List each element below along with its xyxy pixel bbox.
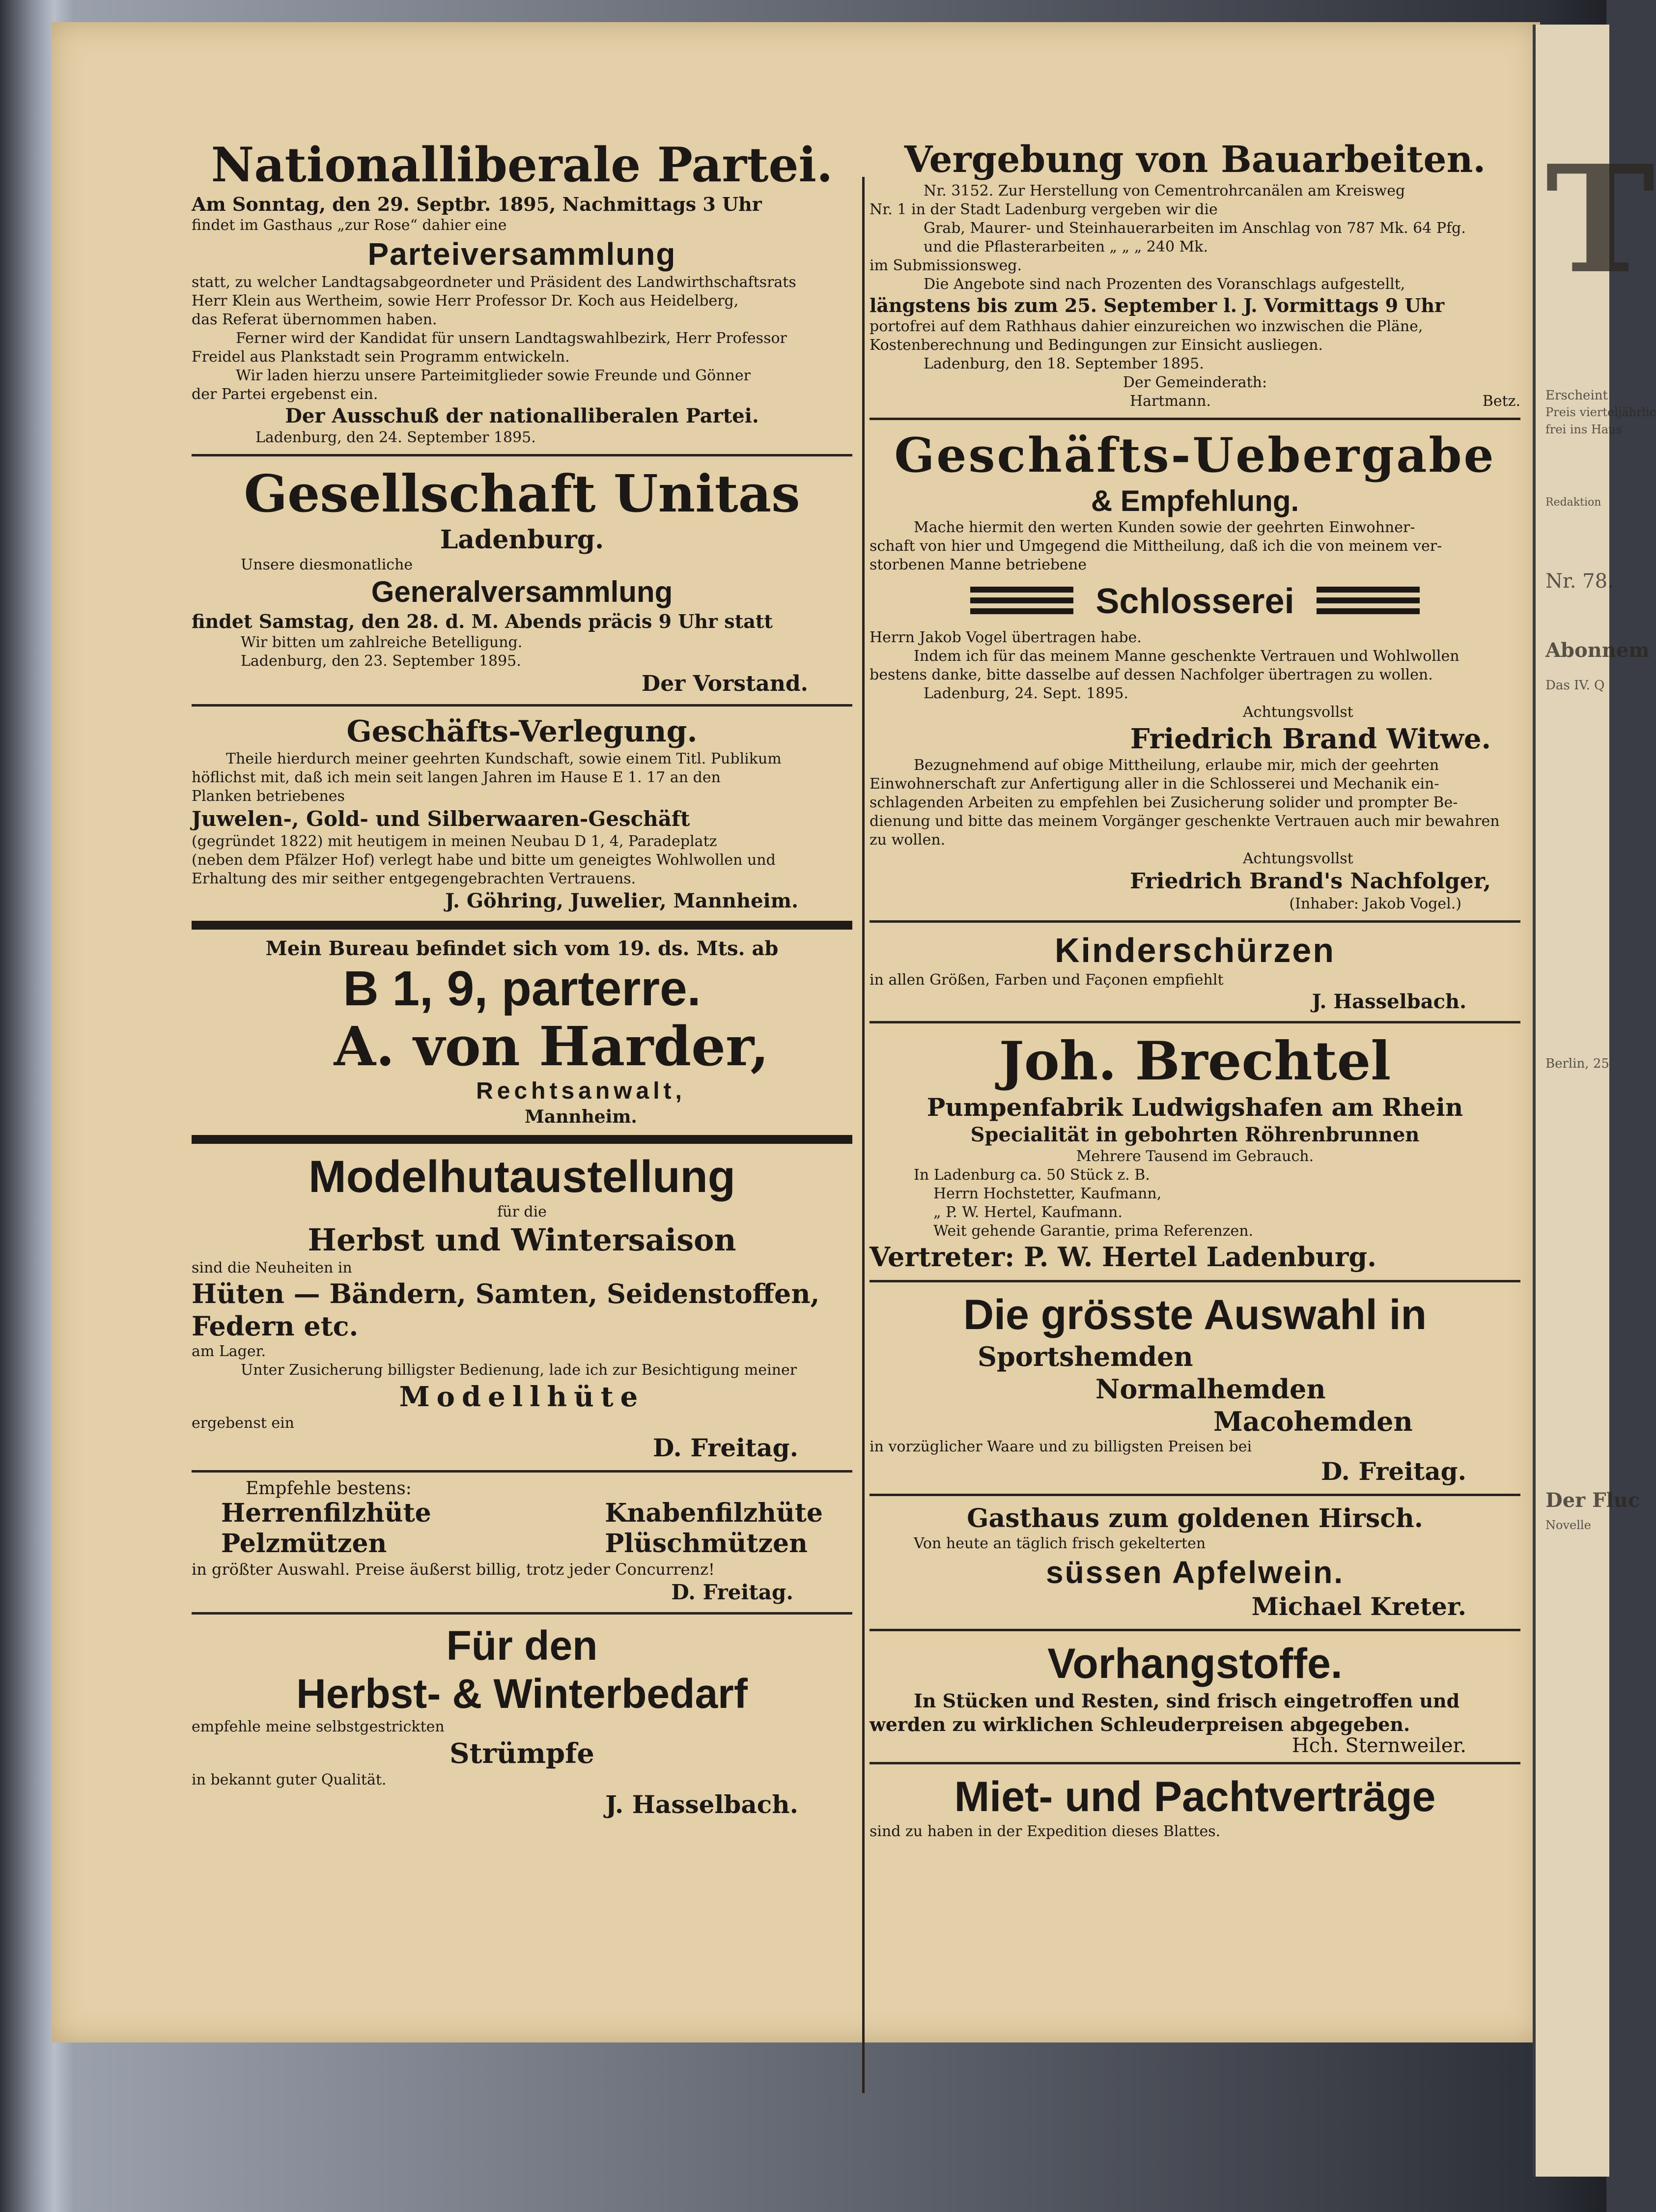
ad-body: storbenen Manne betriebene bbox=[870, 556, 1087, 573]
ad-signature: D. Freitag. bbox=[652, 1433, 798, 1462]
ad-date: Ladenburg, 24. Sept. 1895. bbox=[924, 685, 1128, 702]
ad-items-col bbox=[221, 1498, 431, 1559]
ad-line: findet Samstag, den 28. d. M. Abends präcis 9 Uhr statt bbox=[192, 610, 773, 632]
ad-unitas bbox=[192, 463, 852, 697]
ad-body: der Partei ergebenst ein. bbox=[192, 386, 378, 403]
ad-line: in bekannt guter Qualität. bbox=[192, 1771, 387, 1788]
ad-miet bbox=[870, 1771, 1520, 1841]
ad-title: Vorhangstoffe. bbox=[1047, 1640, 1343, 1687]
ad-body: im Submissionsweg. bbox=[870, 257, 1022, 274]
ad-title: Miet- und Pachtverträge bbox=[954, 1773, 1436, 1820]
ad-signature: Friedrich Brand Witwe. bbox=[1130, 723, 1491, 755]
ad-signature: J. Göhring, Juwelier, Mannheim. bbox=[445, 889, 798, 912]
ad-council: Der Gemeinderath: bbox=[1123, 374, 1267, 391]
ad-vorhang bbox=[870, 1638, 1520, 1755]
ad-body: Nr. 1 in der Stadt Ladenburg vergeben wir die bbox=[870, 201, 1218, 218]
ad-subtitle: Specialität in gebohrten Röhrenbrunnen bbox=[970, 1123, 1420, 1146]
ad-subtitle: Pumpenfabrik Ludwigshafen am Rhein bbox=[926, 1093, 1463, 1122]
ad-body: höflichst mit, daß ich mein seit langen Jahren im Hause E 1. 17 an den bbox=[192, 769, 721, 786]
next-page-text: frei ins Haus bbox=[1545, 423, 1622, 436]
ad-signature: Der Vorstand. bbox=[642, 671, 808, 696]
ad-models: Modellhüte bbox=[399, 1381, 645, 1413]
divider bbox=[870, 418, 1520, 420]
ad-title: Gesellschaft Unitas bbox=[244, 463, 800, 524]
ad-body: Ferner wird der Kandidat für unsern Landtagswahlbezirk, Herr Professor bbox=[236, 330, 787, 347]
ad-body: dienung und bitte das meinem Vorgänger geschenkte Vertrauen auch mir bewahren bbox=[870, 813, 1500, 830]
ad-agent: Vertreter: P. W. Hertel Ladenburg. bbox=[870, 1241, 1376, 1273]
ad-title: Herbst- & Winterbedarf bbox=[296, 1671, 748, 1717]
ad-uebergabe bbox=[870, 427, 1520, 913]
ad-signature: Hch. Sternweiler. bbox=[1291, 1734, 1466, 1757]
ad-line: sind zu haben in der Expedition dieses Blattes. bbox=[870, 1823, 1221, 1840]
ad-respect: Achtungsvollst bbox=[1243, 704, 1353, 721]
ad-line: werden zu wirklichen Schleuderpreisen abgegeben. bbox=[870, 1713, 1410, 1735]
ad-line: Von heute an täglich frisch gekelterten bbox=[914, 1535, 1206, 1552]
column-rule bbox=[862, 177, 865, 2093]
ad-title: Vergebung von Bauarbeiten. bbox=[904, 139, 1486, 181]
ad-body: Nr. 3152. Zur Herstellung von Cementrohrcanälen am Kreisweg bbox=[924, 182, 1405, 199]
ad-line: Wir bitten um zahlreiche Betelligung. bbox=[241, 634, 523, 651]
ad-item: Sportshemden bbox=[978, 1341, 1193, 1372]
ad-body: längstens bis zum 25. September l. J. Vormittags 9 Uhr bbox=[870, 294, 1445, 316]
ad-line: empfehle meine selbstgestrickten bbox=[192, 1718, 445, 1735]
ad-business: Schlosserei bbox=[1095, 582, 1294, 621]
ad-item: Pelzmützen bbox=[221, 1529, 387, 1559]
ad-body: Kostenberechnung und Bedingungen zur Einsicht ausliegen. bbox=[870, 337, 1323, 354]
ad-signature: D. Freitag. bbox=[671, 1580, 793, 1604]
ad-signature: D. Freitag. bbox=[1320, 1457, 1466, 1486]
ad-profession: Rechtsanwalt, bbox=[476, 1078, 686, 1104]
ad-nationalliberal bbox=[192, 138, 852, 447]
next-page-heading: Der Fluc bbox=[1545, 1489, 1640, 1512]
ad-strumpfe bbox=[192, 1621, 852, 1820]
ad-title: Joh. Brechtel bbox=[999, 1030, 1391, 1092]
ad-item: Herrenfilzhüte bbox=[221, 1498, 431, 1528]
next-page-heading: Abonnem bbox=[1545, 639, 1650, 662]
divider bbox=[870, 920, 1520, 923]
next-page-text: Novelle bbox=[1545, 1518, 1591, 1532]
masthead-fragment: T bbox=[1545, 133, 1656, 306]
ad-item: Normalhemden bbox=[1095, 1373, 1326, 1405]
ad-signature: Friedrich Brand's Nachfolger, bbox=[1130, 869, 1491, 894]
ad-body: zu wollen. bbox=[870, 831, 946, 849]
ad-place: Ladenburg. bbox=[440, 525, 604, 555]
ad-body: schlagenden Arbeiten zu empfehlen bei Zusicherung solider und prompter Be- bbox=[870, 794, 1458, 811]
ad-title: Für den bbox=[446, 1622, 598, 1669]
ad-body: Grab, Maurer- und Steinhauerarbeiten im Anschlag von 787 Mk. 64 Pfg. bbox=[924, 220, 1466, 237]
ad-city: Mannheim. bbox=[525, 1106, 637, 1127]
ad-line: Am Sonntag, den 29. Septbr. 1895, Nachmittags 3 Uhr bbox=[192, 193, 762, 215]
ad-body: und die Pflasterarbeiten „ „ „ 240 Mk. bbox=[924, 238, 1208, 255]
ad-owner: (Inhaber: Jakob Vogel.) bbox=[1289, 895, 1461, 912]
ad-body: Planken betriebenes bbox=[192, 788, 345, 805]
ad-line: in größter Auswahl. Preise äußerst billig, trotz jeder Concurrenz! bbox=[192, 1560, 715, 1579]
ad-line: in vorzüglicher Waare und zu billigsten Preisen bei bbox=[870, 1438, 1252, 1455]
ad-respect: Achtungsvollst bbox=[1243, 850, 1353, 867]
ad-signature: Michael Kreter. bbox=[1251, 1592, 1466, 1621]
divider-thick bbox=[192, 1135, 852, 1144]
ad-items bbox=[192, 1498, 852, 1559]
ad-line: Weit gehende Garantie, prima Referenzen. bbox=[933, 1222, 1254, 1240]
ad-signature: Der Ausschuß der nationalliberalen Partei. bbox=[285, 404, 759, 427]
ad-harder bbox=[192, 936, 852, 1128]
ad-title: Die grösste Auswahl in bbox=[963, 1291, 1427, 1338]
ad-title: Kinderschürzen bbox=[1055, 931, 1335, 969]
ad-line: für die bbox=[497, 1203, 547, 1220]
ad-body: Herrn Jakob Vogel übertragen habe. bbox=[870, 629, 1142, 646]
ad-line: Mehrere Tausend im Gebrauch. bbox=[1076, 1148, 1314, 1165]
ad-title: Nationalliberale Partei. bbox=[211, 137, 833, 193]
ad-address: B 1, 9, parterre. bbox=[343, 961, 701, 1016]
divider bbox=[870, 1494, 1520, 1496]
ad-headline: süssen Apfelwein. bbox=[1046, 1555, 1344, 1590]
next-page-text: Preis vierteljährlic bbox=[1545, 405, 1656, 419]
ad-signature: J. Hasselbach. bbox=[1312, 990, 1466, 1013]
ad-body: Indem ich für das meinem Manne geschenkte Vertrauen und Wohlwollen bbox=[914, 648, 1460, 665]
ad-body: schaft von hier und Umgegend die Mittheilung, daß ich die von meinem ver- bbox=[870, 538, 1442, 555]
ad-line: Herrn Hochstetter, Kaufmann, bbox=[933, 1185, 1162, 1202]
ad-title: Geschäfts-Uebergabe bbox=[894, 427, 1496, 483]
ad-title: Geschäfts-Verlegung. bbox=[346, 714, 698, 749]
right-column bbox=[870, 138, 1520, 1841]
ad-business-row bbox=[870, 579, 1520, 624]
ad-body: (neben dem Pfälzer Hof) verlegt habe und bitte um geneigtes Wohlwollen und bbox=[192, 851, 776, 869]
divider bbox=[192, 704, 852, 707]
next-page-text: Berlin, 25 bbox=[1545, 1056, 1609, 1071]
ad-headline: Juwelen-, Gold- und Silberwaaren-Geschäft bbox=[192, 807, 690, 831]
divider bbox=[870, 1762, 1520, 1764]
ad-title: Modelhutaustellung bbox=[309, 1152, 735, 1202]
divider bbox=[192, 454, 852, 456]
ad-body: Die Angebote sind nach Prozenten des Voranschlags aufgestellt, bbox=[924, 276, 1405, 293]
ornament-stripes bbox=[970, 587, 1073, 616]
ad-bauarbeiten bbox=[870, 138, 1520, 411]
ad-season: Herbst und Wintersaison bbox=[308, 1222, 736, 1258]
next-page-text: Redaktion bbox=[1545, 496, 1601, 509]
divider-thick bbox=[192, 921, 852, 930]
ad-kinderschuerzen bbox=[870, 930, 1520, 1014]
ad-body: das Referat übernommen haben. bbox=[192, 311, 437, 328]
ad-line: In Stücken und Resten, sind frisch eingetroffen und bbox=[914, 1690, 1460, 1712]
ad-hirsch bbox=[870, 1503, 1520, 1622]
ad-item: Plüschmützen bbox=[605, 1529, 808, 1559]
ad-subtitle: & Empfehlung. bbox=[1091, 484, 1299, 517]
next-page-text: Erscheint bbox=[1545, 388, 1608, 403]
ad-modelhut bbox=[192, 1151, 852, 1463]
ad-filzhuete bbox=[192, 1479, 852, 1605]
ad-item: Macohemden bbox=[1213, 1406, 1413, 1437]
ad-line: sind die Neuheiten in bbox=[192, 1259, 352, 1276]
ad-body: statt, zu welcher Landtagsabgeordneter und Präsident des Landwirthschaftsrats bbox=[192, 274, 796, 291]
ad-body: portofrei auf dem Rathhaus dahier einzureichen wo inzwischen die Pläne, bbox=[870, 318, 1423, 335]
ad-name: A. von Harder, bbox=[334, 1015, 769, 1078]
ad-signatures bbox=[870, 392, 1520, 411]
ad-body: Theile hierdurch meiner geehrten Kundschaft, sowie einem Titl. Publikum bbox=[226, 750, 782, 767]
ad-line: Unsere diesmonatliche bbox=[241, 556, 413, 573]
ad-body: Erhaltung des mir seither entgegengebrachten Vertrauens. bbox=[192, 870, 636, 887]
ad-auswahl bbox=[870, 1289, 1520, 1487]
ad-body: bestens danke, bitte dasselbe auf dessen Nachfolger übertragen zu wollen. bbox=[870, 666, 1433, 683]
ad-body: (gegründet 1822) mit heutigem in meinen Neubau D 1, 4, Paradeplatz bbox=[192, 833, 717, 850]
ornament-stripes bbox=[1317, 587, 1420, 616]
ad-item: Strümpfe bbox=[449, 1737, 594, 1770]
ad-signature: Hartmann. bbox=[1130, 393, 1211, 410]
ad-brechtel bbox=[870, 1030, 1520, 1273]
ad-body: Herr Klein aus Wertheim, sowie Herr Professor Dr. Koch aus Heidelberg, bbox=[192, 292, 739, 310]
ad-line: Unter Zusicherung billigster Bedienung, lade ich zur Besichtigung meiner bbox=[241, 1361, 797, 1379]
ad-line: In Ladenburg ca. 50 Stück z. B. bbox=[914, 1166, 1150, 1184]
ad-items-col bbox=[605, 1498, 823, 1559]
ad-date: Ladenburg, den 24. September 1895. bbox=[255, 429, 536, 446]
ad-headline: Parteiversammlung bbox=[367, 236, 676, 272]
ad-date: Ladenburg, den 18. September 1895. bbox=[924, 355, 1204, 372]
ad-item: Knabenfilzhüte bbox=[605, 1498, 823, 1528]
ad-body: Mache hiermit den werten Kunden sowie der geehrten Einwohner- bbox=[914, 519, 1415, 536]
divider bbox=[870, 1021, 1520, 1023]
next-page-text: Das IV. Q bbox=[1545, 678, 1605, 693]
ad-items: Hüten — Bändern, Samten, Seidenstoffen, Federn etc. bbox=[192, 1278, 820, 1342]
ad-body: Wir laden hierzu unsere Parteimitglieder sowie Freunde und Gönner bbox=[236, 367, 751, 384]
left-column bbox=[192, 138, 852, 1820]
ad-headline: Generalversammlung bbox=[371, 575, 673, 608]
ad-line: Empfehle bestens: bbox=[246, 1478, 412, 1499]
ad-line: findet im Gasthaus „zur Rose“ dahier eine bbox=[192, 217, 507, 234]
ad-line: ergebenst ein bbox=[192, 1415, 294, 1432]
ad-line: Mein Bureau befindet sich vom 19. ds. Mts. ab bbox=[265, 937, 779, 960]
next-page-edge bbox=[1533, 25, 1656, 2177]
ad-line: am Lager. bbox=[192, 1343, 266, 1360]
ad-verlegung bbox=[192, 713, 852, 914]
ad-signature: Betz. bbox=[1482, 393, 1520, 410]
ad-body: Freidel aus Plankstadt sein Programm entwickeln. bbox=[192, 348, 570, 366]
divider bbox=[192, 1612, 852, 1615]
divider bbox=[870, 1629, 1520, 1631]
ad-signature: J. Hasselbach. bbox=[605, 1790, 798, 1819]
next-page-issue: Nr. 78. bbox=[1545, 570, 1614, 593]
ad-body: Bezugnehmend auf obige Mittheilung, erlaube mir, mich der geehrten bbox=[914, 757, 1439, 774]
ad-body: Einwohnerschaft zur Anfertigung aller in die Schlosserei und Mechanik ein- bbox=[870, 775, 1439, 793]
divider bbox=[192, 1470, 852, 1473]
ad-line: in allen Größen, Farben und Façonen empfiehlt bbox=[870, 971, 1224, 989]
ad-title: Gasthaus zum goldenen Hirsch. bbox=[967, 1503, 1423, 1533]
ad-line: „ P. W. Hertel, Kaufmann. bbox=[933, 1204, 1123, 1221]
ad-date: Ladenburg, den 23. September 1895. bbox=[241, 652, 521, 670]
divider bbox=[870, 1280, 1520, 1282]
